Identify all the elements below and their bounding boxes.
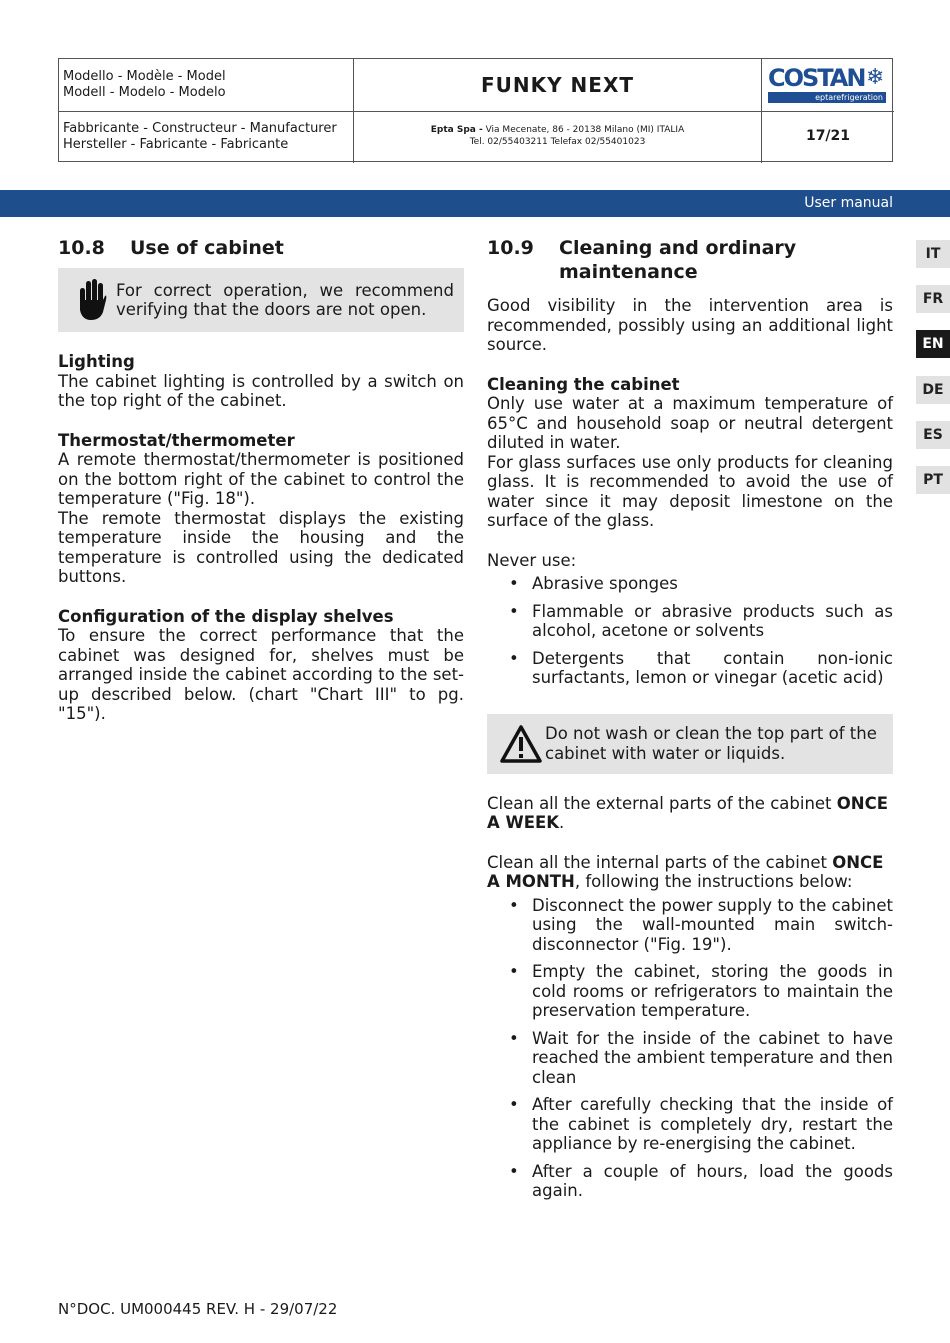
band-label: User manual — [804, 195, 893, 211]
address-cell — [354, 112, 762, 163]
internal-frequency: ONCE A MONTH — [487, 852, 884, 891]
list-item: • Empty the cabinet, storing the goods in cold rooms or refrigerators to maintain the preservation temperature. — [509, 962, 893, 1021]
manufacturer-label-2: Hersteller - Fabricante - Fabricante — [63, 137, 289, 152]
list-item: • Wait for the inside of the cabinet to have reached the ambient temperature and then clean — [509, 1029, 893, 1088]
address-line-2: Tel. 02/55403211 Telefax 02/55401023 — [469, 137, 646, 147]
thermostat-text-1: A remote thermostat/thermometer is positioned on the bottom right of the cabinet to control the temperature ("Fig. 18"). — [58, 450, 464, 508]
list-item: • Flammable or abrasive products such as alcohol, acetone or solvents — [509, 602, 893, 641]
logo-subtitle: eptarefrigeration — [768, 92, 886, 103]
document-footer: N°DOC. UM000445 REV. H - 29/07/22 — [58, 1300, 338, 1318]
lang-tab-de[interactable]: DE — [916, 376, 950, 404]
intro-text: Good visibility in the intervention area is recommended, possibly using an additional light source. — [487, 296, 893, 354]
company-address: Via Mecenate, 86 - 20138 Milano (MI) ITALIA — [482, 125, 685, 135]
lighting-text: The cabinet lighting is controlled by a switch on the top right of the cabinet. — [58, 371, 464, 410]
company-name: Epta Spa - — [430, 125, 483, 135]
model-cell — [59, 59, 354, 112]
thermostat-heading: Thermostat/thermometer — [58, 430, 295, 450]
shelves-heading: Configuration of the display shelves — [58, 606, 394, 626]
product-title: FUNKY NEXT — [354, 59, 762, 112]
snowflake-icon: ❄ — [866, 65, 885, 90]
lighting-heading: Lighting — [58, 352, 135, 371]
internal-cleaning-text — [487, 853, 893, 892]
manufacturer-label-1: Fabbricante - Constructeur - Manufacturer — [63, 121, 337, 136]
cleaning-text-1: Only use water at a maximum temperature of 65°C and household soap or neutral detergent diluted in water. — [487, 394, 893, 452]
logo-wordmark: COSTAN — [768, 64, 865, 92]
cleaning-steps-list — [509, 896, 893, 1201]
section-heading-10-9 — [487, 236, 893, 284]
thermostat-text-2: The remote thermostat displays the existing temperature inside the housing and the temperature is controlled using the dedicated buttons. — [58, 508, 464, 586]
cleaning-heading: Cleaning the cabinet — [487, 374, 680, 394]
lang-tab-fr[interactable]: FR — [916, 285, 950, 313]
never-use-label: Never use: — [487, 550, 577, 570]
external-frequency: ONCE A WEEK — [487, 793, 888, 832]
manufacturer-cell — [59, 112, 354, 163]
list-item: • After carefully checking that the inside of the cabinet is completely dry, restart the appliance by re-energising the cabinet. — [509, 1095, 893, 1154]
list-item: • Disconnect the power supply to the cabinet using the wall-mounted main switch-disconnector ("Fig. 19"). — [509, 896, 893, 955]
list-item: • After a couple of hours, load the goods again. — [509, 1162, 893, 1201]
section-title: Use of cabinet — [130, 237, 284, 259]
logo-cell — [762, 59, 894, 112]
costan-logo — [768, 64, 886, 104]
lang-tab-es[interactable]: ES — [916, 421, 950, 449]
internal-end: , following the instructions below: — [574, 872, 853, 891]
model-label-2: Modell - Modelo - Modelo — [63, 85, 226, 100]
section-number: 10.8 — [58, 237, 105, 259]
list-item: • Detergents that contain non-ionic surfactants, lemon or vinegar (acetic acid) — [509, 649, 893, 688]
section-number: 10.9 — [487, 237, 534, 259]
section-heading-10-8 — [58, 236, 464, 260]
lang-tab-en[interactable]: EN — [916, 330, 950, 358]
cleaning-text-2: For glass surfaces use only products for cleaning glass. It is recommended to avoid the use of water since it may deposit limestone on the surface of the glass. — [487, 452, 893, 530]
header-table — [58, 58, 893, 162]
internal-text: Clean all the internal parts of the cabinet — [487, 852, 833, 872]
external-cleaning-text — [487, 794, 893, 833]
address-line-1 — [354, 124, 761, 136]
model-label-1: Modello - Modèle - Model — [63, 69, 226, 84]
external-end: . — [559, 813, 565, 832]
section-title: Cleaning and ordinary maintenance — [559, 237, 797, 283]
section-band — [0, 190, 950, 217]
page-number: 17/21 — [805, 128, 851, 144]
warning-triangle-icon — [497, 724, 545, 764]
lang-tab-pt[interactable]: PT — [916, 466, 950, 494]
never-use-list — [509, 574, 893, 688]
list-item: • Abrasive sponges — [509, 574, 893, 594]
shelves-text: To ensure the correct performance that the cabinet was designed for, shelves must be arranged inside the cabinet according to the set-up described below. (chart "Chart III" to pg. "15"). — [58, 626, 464, 723]
note-text: For correct operation, we recommend verifying that the doors are not open. — [116, 280, 454, 319]
right-column — [487, 236, 893, 1201]
left-column — [58, 236, 464, 724]
warning-text: Do not wash or clean the top part of the cabinet with water or liquids. — [545, 724, 877, 763]
external-text: Clean all the external parts of the cabinet — [487, 793, 837, 813]
lang-tab-it[interactable]: IT — [916, 240, 950, 268]
note-box — [58, 268, 464, 332]
warning-box — [487, 714, 893, 774]
stop-hand-icon — [68, 278, 116, 322]
